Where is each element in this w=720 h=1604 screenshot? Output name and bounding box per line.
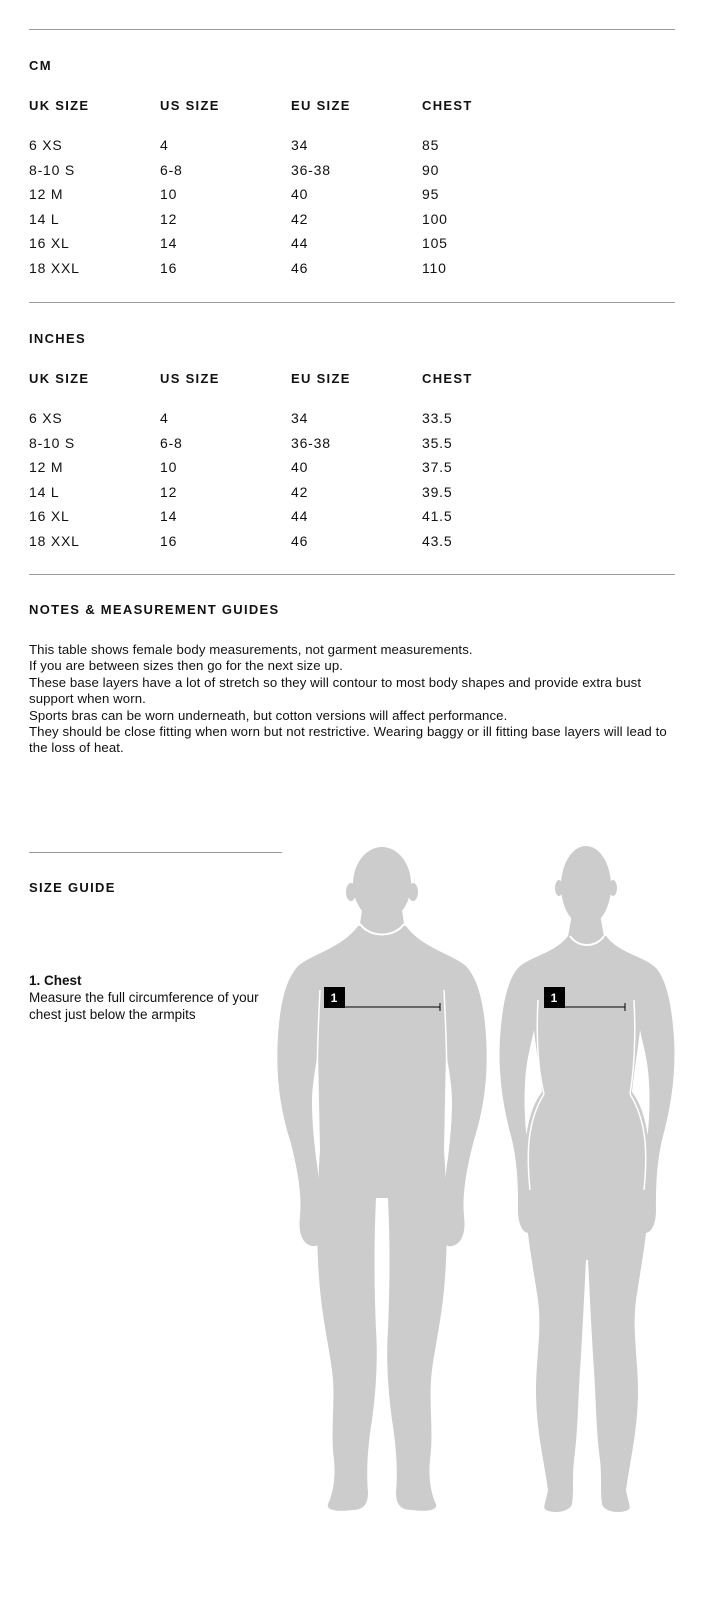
table-row: [29, 137, 629, 155]
cell-us-size: 10: [160, 459, 178, 475]
chest-measure-description: Measure the full circumference of your chest just below the armpits: [29, 990, 259, 1022]
cell-chest: 33.5: [422, 410, 453, 426]
cell-chest: 35.5: [422, 435, 453, 451]
table-header-row: [29, 371, 629, 389]
cell-eu-size: 46: [291, 260, 309, 276]
note-line: They should be close fitting when worn but not restrictive. Wearing baggy or ill fitting base layers will lead to the loss of heat.: [29, 724, 667, 756]
cell-eu-size: 36-38: [291, 435, 331, 451]
cell-us-size: 6-8: [160, 435, 183, 451]
note-line: Sports bras can be worn underneath, but cotton versions will affect performance.: [29, 707, 508, 723]
male-figure-illustration: [272, 840, 492, 1520]
table-row: [29, 162, 629, 180]
cell-us-size: 14: [160, 235, 178, 251]
cell-chest: 90: [422, 162, 440, 178]
cell-uk-size: 14 L: [29, 484, 60, 500]
cell-uk-size: 16 XL: [29, 508, 70, 524]
table-row: [29, 459, 629, 477]
cell-eu-size: 42: [291, 211, 309, 227]
header-us-size: US SIZE: [160, 98, 220, 113]
cm-section-title: CM: [29, 58, 52, 73]
table-row: [29, 435, 629, 453]
header-eu-size: EU SIZE: [291, 371, 351, 386]
cell-chest: 110: [422, 260, 447, 276]
cell-eu-size: 40: [291, 186, 309, 202]
divider-top: [29, 29, 675, 30]
cell-eu-size: 46: [291, 533, 309, 549]
divider-size-guide: [29, 852, 282, 853]
divider-inches: [29, 302, 675, 303]
table-row: [29, 508, 629, 526]
cell-eu-size: 42: [291, 484, 309, 500]
note-line: These base layers have a lot of stretch so they will contour to most body shapes and provide extra bust support when worn.: [29, 674, 642, 707]
cell-uk-size: 12 M: [29, 186, 64, 202]
cell-eu-size: 36-38: [291, 162, 331, 178]
cell-chest: 95: [422, 186, 440, 202]
cell-chest: 43.5: [422, 533, 453, 549]
male-silhouette: [277, 847, 486, 1511]
cell-us-size: 16: [160, 260, 178, 276]
cell-uk-size: 6 XS: [29, 410, 63, 426]
cell-uk-size: 6 XS: [29, 137, 63, 153]
cell-uk-size: 16 XL: [29, 235, 70, 251]
header-us-size: US SIZE: [160, 371, 220, 386]
notes-text-block: [29, 642, 679, 757]
cell-eu-size: 34: [291, 137, 309, 153]
header-chest: CHEST: [422, 98, 473, 113]
note-line: If you are between sizes then go for the next size up.: [29, 658, 344, 674]
notes-section-title: NOTES & MEASUREMENT GUIDES: [29, 602, 280, 617]
cell-uk-size: 8-10 S: [29, 435, 76, 451]
cell-uk-size: 18 XXL: [29, 260, 80, 276]
header-eu-size: EU SIZE: [291, 98, 351, 113]
cell-chest: 100: [422, 211, 448, 227]
cell-us-size: 16: [160, 533, 178, 549]
cell-eu-size: 34: [291, 410, 309, 426]
cell-uk-size: 18 XXL: [29, 533, 80, 549]
cell-us-size: 14: [160, 508, 178, 524]
table-row: [29, 211, 629, 229]
cell-us-size: 10: [160, 186, 178, 202]
size-guide-title: SIZE GUIDE: [29, 880, 116, 895]
table-row: [29, 260, 629, 278]
female-figure-illustration: [488, 840, 688, 1520]
cell-chest: 37.5: [422, 459, 453, 475]
header-uk-size: UK SIZE: [29, 371, 90, 386]
table-row: [29, 410, 629, 428]
header-uk-size: UK SIZE: [29, 98, 90, 113]
table-row: [29, 186, 629, 204]
cell-us-size: 4: [160, 137, 169, 153]
cell-eu-size: 44: [291, 508, 309, 524]
divider-notes: [29, 574, 675, 575]
inches-section-title: INCHES: [29, 331, 86, 346]
cell-eu-size: 44: [291, 235, 309, 251]
cell-chest: 39.5: [422, 484, 453, 500]
cell-uk-size: 14 L: [29, 211, 60, 227]
table-row: [29, 533, 629, 551]
cell-us-size: 6-8: [160, 162, 183, 178]
table-row: [29, 484, 629, 502]
measure-marker-number: 1: [330, 991, 338, 1005]
cell-us-size: 12: [160, 484, 178, 500]
cell-chest: 41.5: [422, 508, 453, 524]
cell-us-size: 4: [160, 410, 169, 426]
chest-measure-title: 1. Chest: [29, 973, 82, 988]
cell-us-size: 12: [160, 211, 178, 227]
cell-chest: 105: [422, 235, 448, 251]
cell-chest: 85: [422, 137, 440, 153]
table-header-row: [29, 98, 629, 116]
measure-marker-number: 1: [550, 991, 558, 1005]
cell-uk-size: 12 M: [29, 459, 64, 475]
header-chest: CHEST: [422, 371, 473, 386]
note-line: This table shows female body measurements, not garment measurements.: [29, 642, 473, 657]
cell-eu-size: 40: [291, 459, 309, 475]
table-row: [29, 235, 629, 253]
cell-uk-size: 8-10 S: [29, 162, 76, 178]
